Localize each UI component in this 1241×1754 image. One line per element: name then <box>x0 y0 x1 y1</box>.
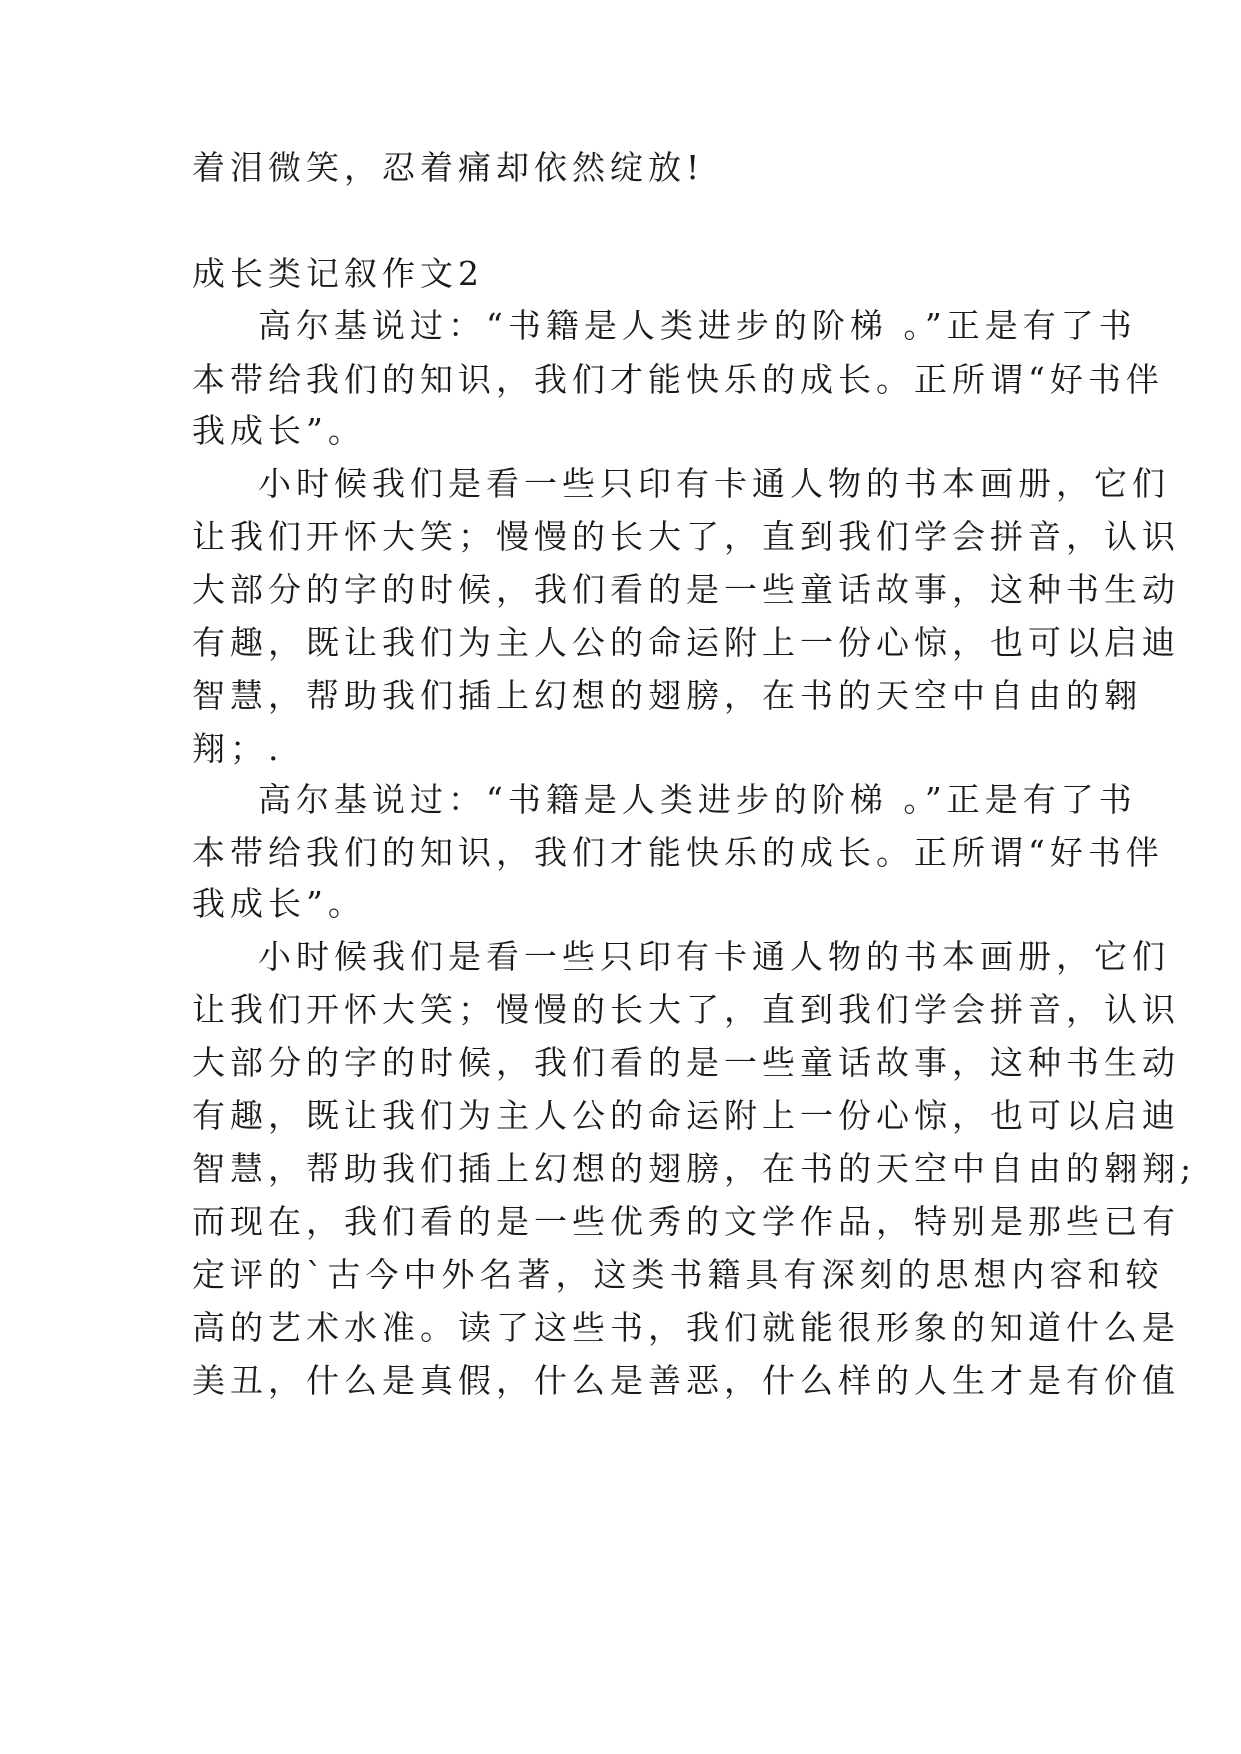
text-line: 让我们开怀大笑；慢慢的长大了，直到我们学会拼音，认识 <box>192 517 1180 556</box>
text-line: 翔；. <box>192 729 284 768</box>
text-line: 智慧，帮助我们插上幻想的翅膀，在书的天空中自由的翱 <box>192 676 1142 715</box>
text-line: 着泪微笑，忍着痛却依然绽放! <box>192 148 705 187</box>
text-line: 智慧，帮助我们插上幻想的翅膀，在书的天空中自由的翱翔; <box>192 1149 1197 1188</box>
text-line: 高的艺术水准。读了这些书，我们就能很形象的知道什么是 <box>192 1308 1180 1347</box>
text-line: 让我们开怀大笑；慢慢的长大了，直到我们学会拼音，认识 <box>192 990 1180 1029</box>
text-line: 大部分的字的时候，我们看的是一些童话故事，这种书生动 <box>192 1043 1180 1082</box>
text-line: 我成长”。 <box>192 411 366 450</box>
text-line: 高尔基说过：“书籍是人类进步的阶梯 。”正是有了书 <box>258 306 1137 345</box>
text-line: 大部分的字的时候，我们看的是一些童话故事，这种书生动 <box>192 570 1180 609</box>
text-line: 本带给我们的知识，我们才能快乐的成长。正所谓“好书伴 <box>192 360 1164 399</box>
text-line: 小时候我们是看一些只印有卡通人物的书本画册，它们 <box>258 937 1170 976</box>
text-line: 而现在，我们看的是一些优秀的文学作品，特别是那些已有 <box>192 1202 1180 1241</box>
text-line: 小时候我们是看一些只印有卡通人物的书本画册，它们 <box>258 464 1170 503</box>
text-line: 有趣，既让我们为主人公的命运附上一份心惊，也可以启迪 <box>192 1096 1180 1135</box>
text-line: 美丑，什么是真假，什么是善恶，什么样的人生才是有价值 <box>192 1361 1180 1400</box>
text-line: 有趣，既让我们为主人公的命运附上一份心惊，也可以启迪 <box>192 623 1180 662</box>
text-line: 定评的`古今中外名著，这类书籍具有深刻的思想内容和较 <box>192 1255 1164 1294</box>
text-line: 高尔基说过：“书籍是人类进步的阶梯 。”正是有了书 <box>258 780 1137 819</box>
text-line: 本带给我们的知识，我们才能快乐的成长。正所谓“好书伴 <box>192 833 1164 872</box>
text-line: 我成长”。 <box>192 884 366 923</box>
section-title: 成长类记叙作文2 <box>192 254 484 293</box>
